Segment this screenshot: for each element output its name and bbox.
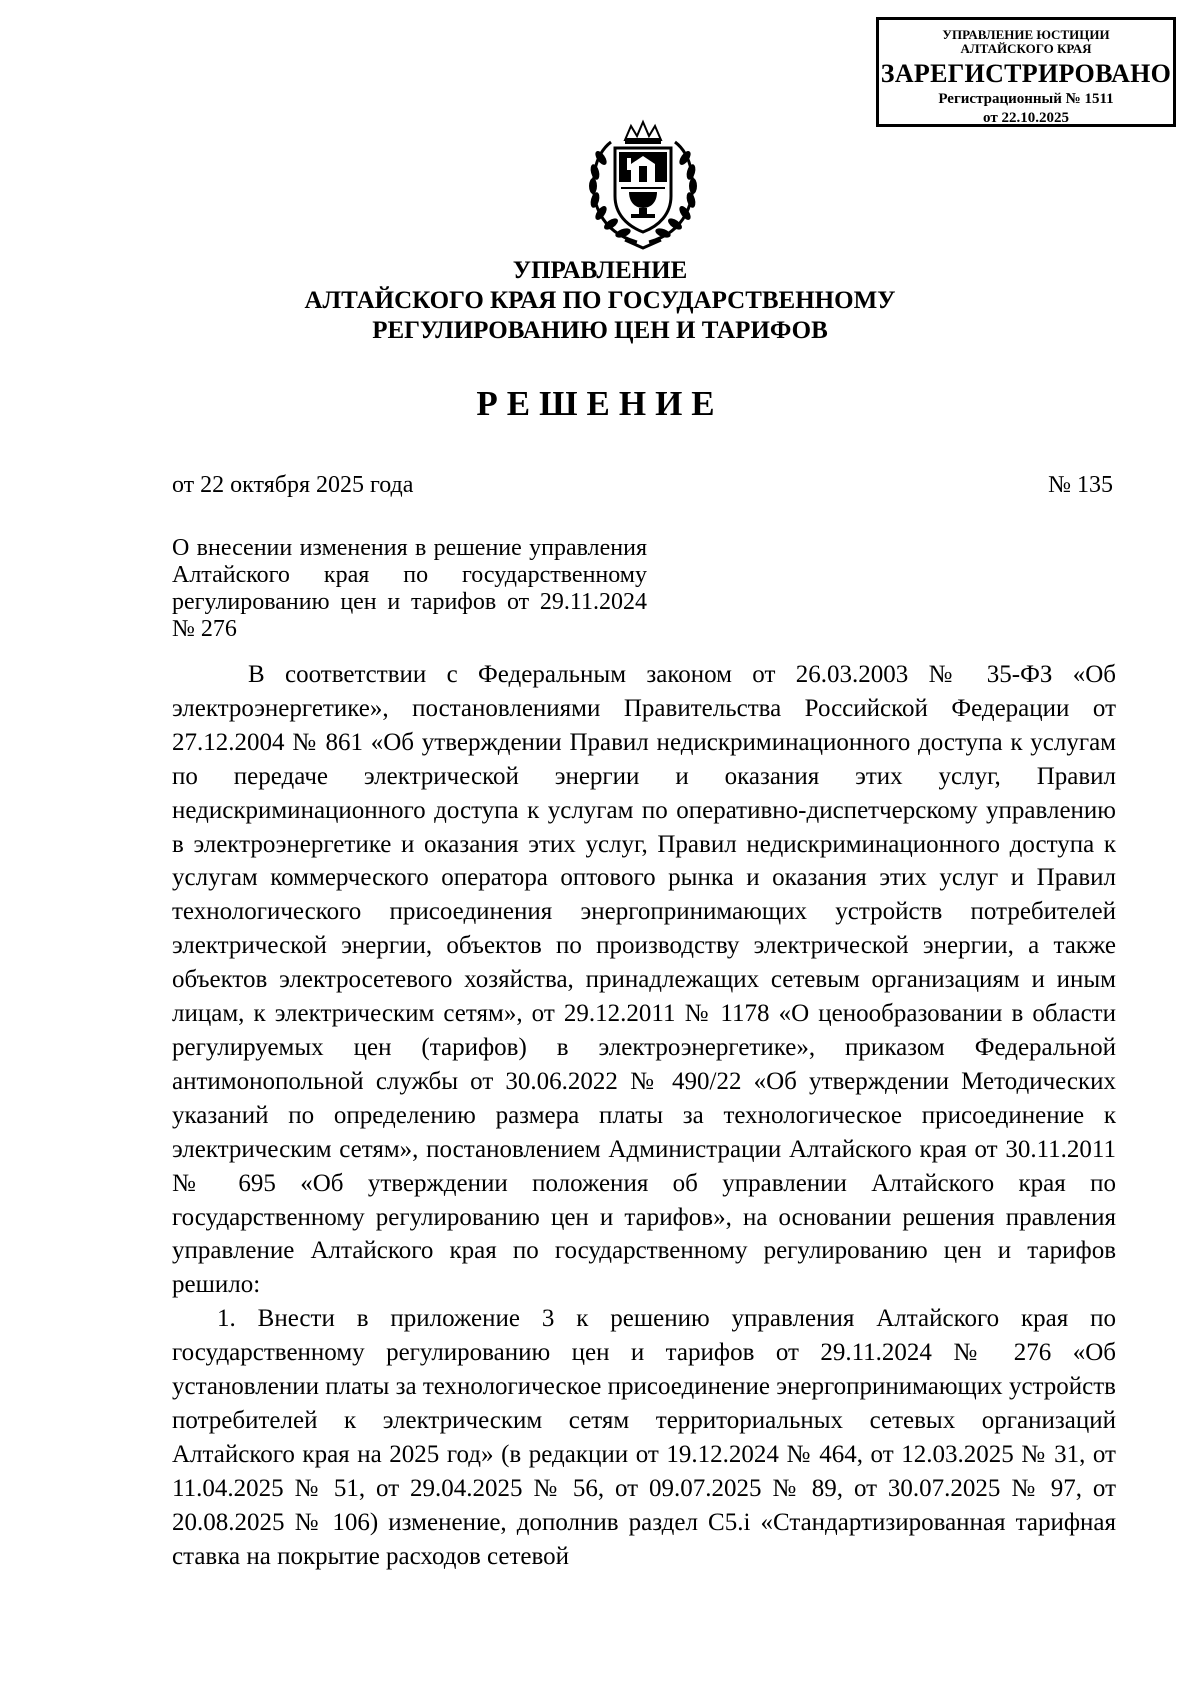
organization-name-line1: УПРАВЛЕНИЕ <box>512 257 688 284</box>
organization-name <box>0 256 1200 346</box>
altai-krai-coat-of-arms-icon <box>581 118 705 252</box>
stamp-authority-line2: АЛТАЙСКОГО КРАЯ <box>960 41 1092 56</box>
document-title: РЕШЕНИЕ <box>476 384 724 423</box>
stamp-reg-date: от 22.10.2025 <box>983 110 1069 126</box>
stamp-reg-number: Регистрационный № 1511 <box>938 91 1114 107</box>
body-paragraph-2: 1. Внести в приложение 3 к решению управления Алтайского края по государственному регулированию цен и тарифов от 29.11.2024 № 276 «Об установлении платы за технологическое присоединение энергопринимающих устройств потребителей к электрическим сетям территориальных сетевых организаций Алтайского края на 2025 год» (в редакции от 19.12.2024 № 464, от 12.03.2025 № 31, от 11.04.2025 № 51, от 29.04.2025 № 56, от 09.07.2025 № 89, от 30.07.2025 № 97, от 20.08.2025 № 106) изменение, дополнив раздел С5.i «Стандартизированная тарифная ставка на покрытие расходов сетевой <box>172 1305 1116 1570</box>
document-number: № 135 <box>1048 472 1113 498</box>
organization-name-line2: АЛТАЙСКОГО КРАЯ ПО ГОСУДАРСТВЕННОМУ <box>304 287 896 314</box>
document-date: от 22 октября 2025 года <box>172 472 414 498</box>
organization-name-line3: РЕГУЛИРОВАНИЮ ЦЕН И ТАРИФОВ <box>372 317 828 344</box>
stamp-status: ЗАРЕГИСТРИРОВАНО <box>880 59 1172 88</box>
document-subject: О внесении изменения в решение управления Алтайского края по государственному регулированию цен и тарифов от 29.11.2024 № 276 <box>172 535 647 642</box>
body-paragraph-1: В соответствии с Федеральным законом от 26.03.2003 № 35-ФЗ «Об электроэнергетике», постановлениями Правительства Российской Федерации от 27.12.2004 № 861 «Об утверждении Правил недискриминационного доступа к услугам по передаче электрической энергии и оказания этих услуг, Правил недискриминационного доступа к услугам по оперативно-диспетчерскому управлению в электроэнергетике и оказания этих услуг, Правил недискриминационного доступа к услугам коммерческого оператора оптового рынка и оказания этих услуг и Правил технологического присоединения энергопринимающих устройств потребителей электрической энергии, объектов по производству электрической энергии, а также объектов электросетевого хозяйства, принадлежащих сетевым организациям и иным лицам, к электрическим сетям», от 29.12.2011 № 1178 «О ценообразовании в области регулируемых цен (тарифов) в электроэнергетике», приказом Федеральной антимонопольной службы от 30.06.2022 № 490/22 «Об утверждении Методических указаний по определению размера платы за технологическое присоединение к электрическим сетям», постановлением Администрации Алтайского края от 30.11.2011 № 695 «Об утверждении положения об управлении Алтайского края по государственному регулированию цен и тарифов», на основании решения правления управление Алтайского края по государственному регулированию цен и тарифов решило: <box>172 661 1116 1299</box>
document-body <box>172 658 1116 1573</box>
stamp-authority-line1: УПРАВЛЕНИЕ ЮСТИЦИИ <box>942 27 1110 42</box>
registration-stamp <box>876 17 1176 127</box>
